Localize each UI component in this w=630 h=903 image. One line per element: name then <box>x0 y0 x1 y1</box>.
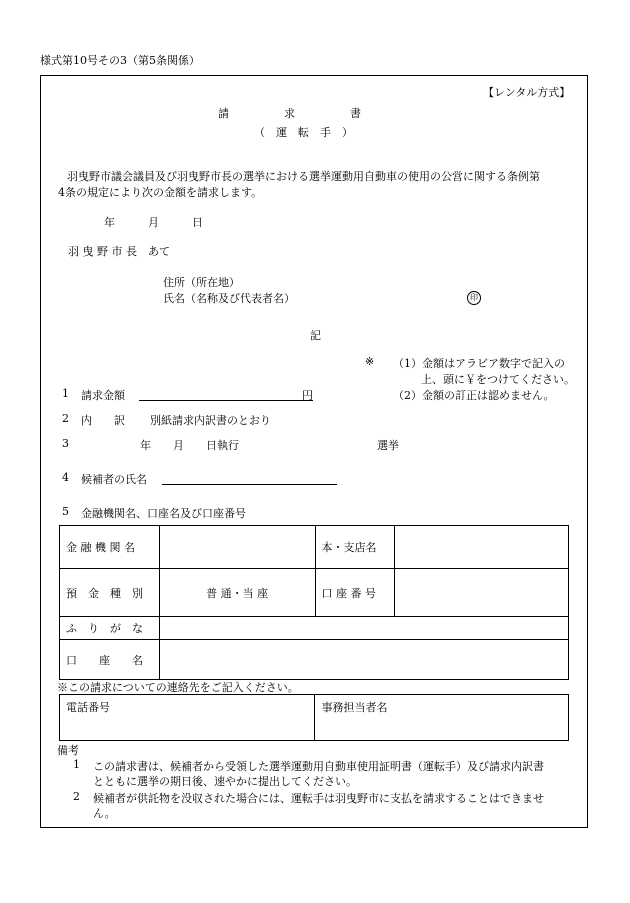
staff-field[interactable] <box>315 695 569 741</box>
bank-name-field[interactable] <box>159 526 315 569</box>
note2: （2）金額の訂正は認めません。 <box>393 389 555 402</box>
furigana-row <box>60 617 569 640</box>
contact-table <box>59 694 569 741</box>
item1-label: 請求金額 <box>81 389 125 402</box>
remarks-heading: 備考 <box>57 744 79 757</box>
item1-unit: 円 <box>302 389 313 402</box>
furigana-label: ふ り が な <box>60 617 160 640</box>
account-number-field[interactable] <box>395 569 569 617</box>
ki-mark: 記 <box>310 329 321 342</box>
contact-row <box>60 695 569 741</box>
item3-date: 年 月 日執行 <box>140 439 239 452</box>
account-name-label: 口 座 名 <box>60 640 160 680</box>
date-line: 年 月 日 <box>104 216 203 229</box>
method-label: 【レンタル方式】 <box>483 86 571 99</box>
deposit-type-label: 預 金 種 別 <box>60 569 160 617</box>
furigana-field[interactable] <box>159 617 568 640</box>
remark1-number: 1 <box>73 758 80 771</box>
notes-mark: ※ <box>365 355 375 368</box>
item3-number: 3 <box>62 437 69 450</box>
remark2-number: 2 <box>73 790 80 803</box>
staff-label: 事務担当者名 <box>321 701 388 714</box>
bank-name-label: 金 融 機 関 名 <box>60 526 160 569</box>
form-number: 様式第10号その3（第5条関係） <box>40 54 200 67</box>
item2-label: 内 訳 <box>81 414 125 427</box>
contact-notice: ※この請求についての連絡先をご記入ください。 <box>57 681 299 694</box>
seal-mark: 印 <box>467 291 481 305</box>
item2-value: 別紙請求内訳書のとおり <box>150 414 271 427</box>
account-name-row <box>60 640 569 680</box>
deposit-type-value[interactable]: 普 通・当 座 <box>159 569 315 617</box>
bank-row <box>60 526 569 569</box>
item1-number: 1 <box>62 387 69 400</box>
bank-table <box>59 525 569 680</box>
remark1-line1: この請求書は、候補者から受領した選挙運動用自動車使用証明書（運転手）及び請求内訳書 <box>93 760 544 773</box>
remark2-line1: 候補者が供託物を没収された場合には、運転手は羽曳野市に支払を請求することはできませ <box>93 792 544 805</box>
deposit-row <box>60 569 569 617</box>
item3-election: 選挙 <box>377 439 399 452</box>
branch-label: 本・支店名 <box>315 526 395 569</box>
note1-line1: （1）金額はアラビア数字で記入の <box>393 357 565 370</box>
note1-line2: 上、頭に￥をつけてください。 <box>421 373 575 386</box>
intro-text-line2: 4条の規定により次の金額を請求します。 <box>58 186 263 199</box>
page-subtitle: （ 運 転 手 ） <box>254 126 353 139</box>
item5-number: 5 <box>62 505 69 518</box>
amount-field-line[interactable] <box>139 400 313 401</box>
branch-field[interactable] <box>395 526 569 569</box>
item4-number: 4 <box>62 471 69 484</box>
candidate-name-line[interactable] <box>162 484 337 485</box>
name-label: 氏名（名称及び代表者名） <box>163 292 295 305</box>
item4-label: 候補者の氏名 <box>81 473 147 486</box>
phone-label: 電話番号 <box>66 701 110 714</box>
address-label: 住所（所在地） <box>163 276 240 289</box>
account-name-field[interactable] <box>159 640 568 680</box>
remark1-line2: とともに選挙の期日後、速やかに提出してください。 <box>93 775 357 788</box>
account-number-label: 口 座 番 号 <box>315 569 395 617</box>
page-title: 請 求 書 <box>218 107 361 120</box>
remark2-line2: ん。 <box>93 807 116 820</box>
phone-field[interactable] <box>60 695 315 741</box>
item2-number: 2 <box>62 412 69 425</box>
item5-label: 金融機関名、口座名及び口座番号 <box>81 507 246 520</box>
addressee: 羽 曳 野 市 長 あて <box>68 245 170 258</box>
intro-text-line1: 羽曳野市議会議員及び羽曳野市長の選挙における選挙運動用自動車の使用の公営に関する条例第 <box>67 170 540 183</box>
